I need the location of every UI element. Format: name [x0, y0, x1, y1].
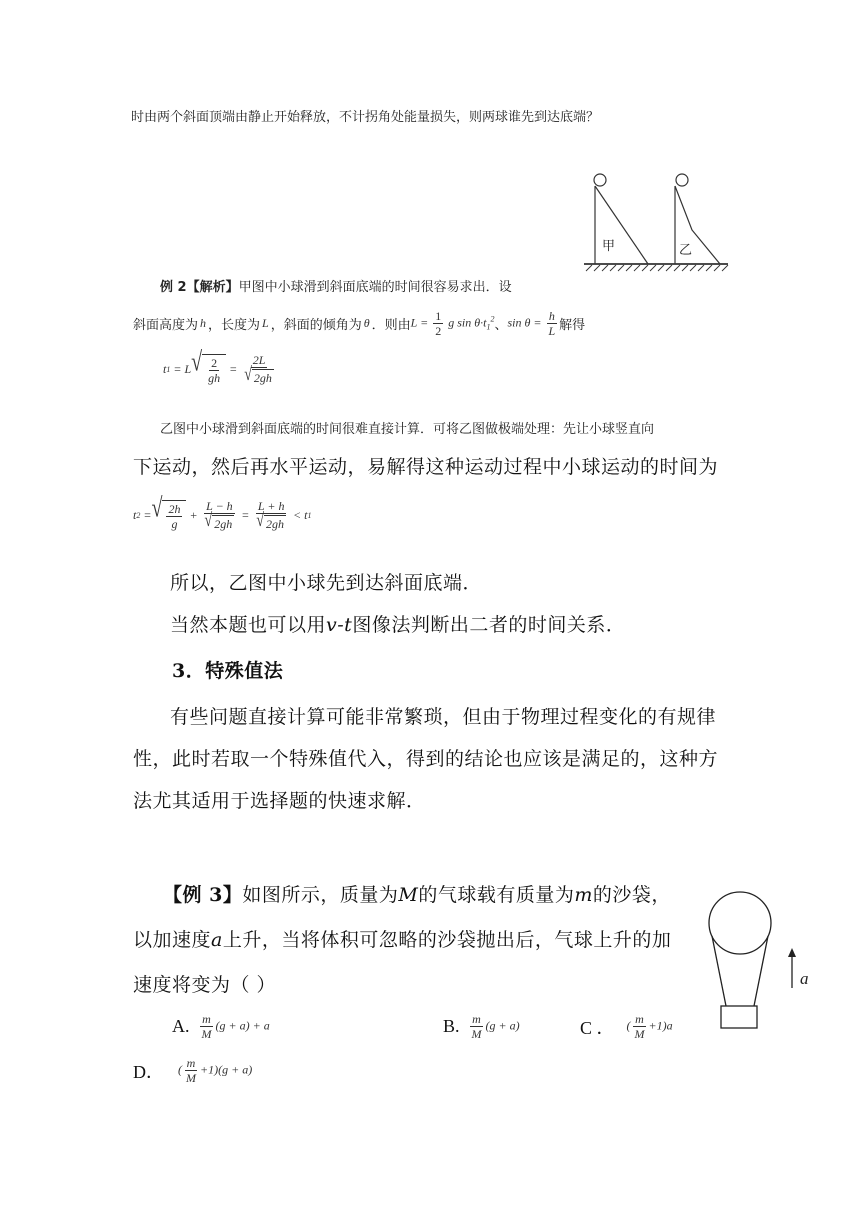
solution-line-1: 例 2【解析】甲图中小球滑到斜面底端的时间很容易求出．设 [160, 280, 512, 295]
solution-line-4: 下运动，然后再水平运动，易解得这种运动过程中小球运动的时间为 [133, 456, 719, 478]
section-para-line-2: 性，此时若取一个特殊值代入，得到的结论也应该是满足的，这种方 [133, 748, 719, 770]
balloon-figure [700, 878, 830, 1038]
formula-t1: t 1 = L √ $\frac{2}{gh}$ = 2L √ 2gh [163, 347, 272, 386]
option-c[interactable]: C ． ( $\frac{m}{M}$ +1)a [580, 1012, 673, 1041]
conclusion-1: 所以，乙图中小球先到达斜面底端． [170, 572, 483, 594]
example3-line-2: 以加速度a上升，当将体积可忽略的沙袋抛出后，气球上升的加 [133, 929, 672, 951]
solution-line-2: 斜面高度为 h ，长度为 L ，斜面的倾角为 θ ．则由 L = $\frac{1}{2}$ g $\sin \theta\cdot t_1^2$ 、 sin θ = $\frac{h}{L}$ 解得 [133, 309, 586, 338]
section-para-line-3: 法尤其适用于选择题的快速求解． [133, 790, 426, 812]
label-jia: 甲 [602, 239, 616, 254]
example3-line-1: 【例 3】如图所示，质量为M的气球载有质量为m的沙袋， [163, 884, 671, 906]
formula-t2: t 2 = √ $\frac{2h}{g}$ + L − h √ 2gh = L + h √ 2gh < t 1 [133, 493, 312, 532]
option-a[interactable]: A. $\frac{m}{M}$ (g + a) + a [172, 1012, 270, 1041]
example3-tag: 【例 3】 [163, 884, 243, 906]
example-tag: 例 2【解析】 [160, 280, 239, 295]
conclusion-2: 当然本题也可以用v-t图像法判断出二者的时间关系． [170, 614, 626, 636]
section-heading: 3．特殊值法 [172, 660, 284, 682]
section-para-line-1: 有些问题直接计算可能非常繁琐，但由于物理过程变化的有规律 [170, 706, 717, 728]
label-yi: 乙 [679, 243, 693, 258]
question-line: 时由两个斜面顶端由静止开始释放，不计拐角处能量损失，则两球谁先到达底端？ [131, 110, 600, 125]
option-b[interactable]: B. $\frac{m}{M}$ (g + a) [443, 1012, 520, 1041]
example3-line-3: 速度将变为（ ） [133, 974, 277, 996]
option-d[interactable]: D． ( $\frac{m}{M}$ +1)(g + a) [133, 1056, 253, 1085]
incline-figure [580, 168, 730, 272]
acceleration-label: a [800, 969, 809, 988]
formula-sin: sin θ = $\frac{h}{L}$ [507, 309, 556, 338]
formula-L: L = $\frac{1}{2}$ g $\sin \theta\cdot t_1^2$ [410, 309, 495, 338]
solution-line-3: 乙图中小球滑到斜面底端的时间很难直接计算．可将乙图做极端处理：先让小球竖直向 [160, 422, 655, 437]
